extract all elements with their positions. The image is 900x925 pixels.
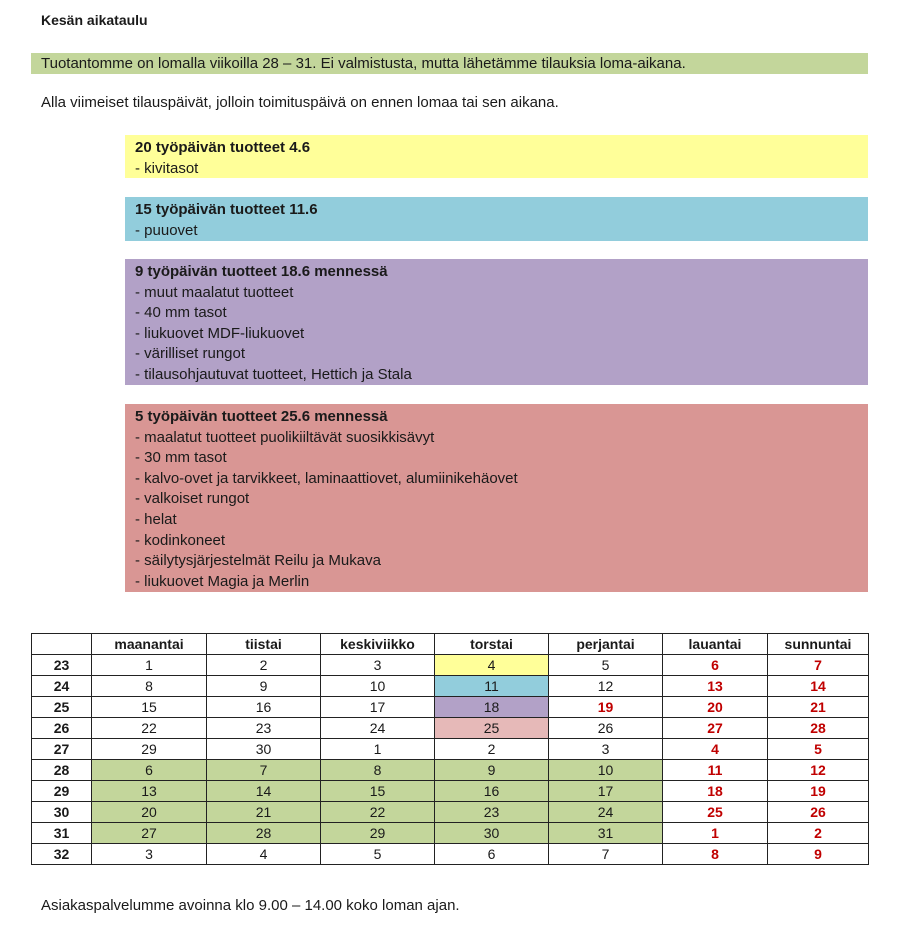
- day-cell-weekend: 9: [768, 844, 869, 865]
- table-row: [32, 718, 869, 739]
- day-cell-weekend: 2: [768, 823, 869, 844]
- day-cell: 8: [92, 676, 207, 697]
- box-heading: 5 työpäivän tuotteet 25.6 mennessä: [135, 408, 388, 425]
- week-number: 27: [32, 739, 92, 760]
- day-cell-holiday-week: 20: [92, 802, 207, 823]
- day-cell: 2: [207, 655, 321, 676]
- day-cell: 5: [549, 655, 663, 676]
- day-cell: 29: [92, 739, 207, 760]
- day-cell-weekend: 12: [768, 760, 869, 781]
- holiday-banner: Tuotantomme on lomalla viikoilla 28 – 31. Ei valmistusta, mutta lähetämme tilauksia loma-aikana.: [31, 53, 868, 74]
- day-header-saturday: lauantai: [663, 634, 768, 655]
- day-cell-weekend: 6: [663, 655, 768, 676]
- day-cell: 30: [207, 739, 321, 760]
- day-cell-holiday-week: 29: [321, 823, 435, 844]
- day-cell-holiday: 19: [549, 697, 663, 718]
- day-cell-holiday-week: 17: [549, 781, 663, 802]
- day-cell-weekend: 27: [663, 718, 768, 739]
- day-cell-holiday-week: 15: [321, 781, 435, 802]
- day-cell: 6: [435, 844, 549, 865]
- day-header-sunday: sunnuntai: [768, 634, 869, 655]
- day-cell-holiday-week: 23: [435, 802, 549, 823]
- day-header-monday: maanantai: [92, 634, 207, 655]
- day-cell-holiday-week: 21: [207, 802, 321, 823]
- day-cell: 2: [435, 739, 549, 760]
- day-cell-holiday-week: 27: [92, 823, 207, 844]
- week-number: 25: [32, 697, 92, 718]
- box-item: - kalvo-ovet ja tarvikkeet, laminaattiovet, alumiinikehäovet: [135, 469, 518, 487]
- table-row: [32, 844, 869, 865]
- week-column-header: [32, 634, 92, 655]
- day-cell-weekend: 18: [663, 781, 768, 802]
- table-row: [32, 655, 869, 676]
- day-cell-holiday-week: 9: [435, 760, 549, 781]
- day-cell-weekend: 25: [663, 802, 768, 823]
- deadline-box-20-days: [125, 135, 868, 178]
- day-cell-weekend: 11: [663, 760, 768, 781]
- deadline-box-15-days: [125, 197, 868, 241]
- box-item: - 30 mm tasot: [135, 449, 227, 467]
- week-number: 30: [32, 802, 92, 823]
- box-item: - liukuovet MDF-liukuovet: [135, 324, 305, 342]
- box-item: - värilliset rungot: [135, 345, 246, 363]
- day-cell-weekend: 7: [768, 655, 869, 676]
- box-item: - liukuovet Magia ja Merlin: [135, 572, 310, 590]
- day-header-tuesday: tiistai: [207, 634, 321, 655]
- table-row: [32, 676, 869, 697]
- day-cell-weekend: 8: [663, 844, 768, 865]
- day-cell-holiday-week: 22: [321, 802, 435, 823]
- box-heading: 9 työpäivän tuotteet 18.6 mennessä: [135, 263, 388, 280]
- day-cell: 15: [92, 697, 207, 718]
- page-title: Kesän aikataulu: [41, 12, 148, 28]
- day-cell: 3: [321, 655, 435, 676]
- day-cell-deadline-5: 25: [435, 718, 549, 739]
- day-cell-holiday-week: 28: [207, 823, 321, 844]
- day-cell: 4: [207, 844, 321, 865]
- day-cell: 3: [549, 739, 663, 760]
- day-cell-weekend: 13: [663, 676, 768, 697]
- summer-calendar-table: [31, 633, 869, 865]
- day-cell-holiday-week: 24: [549, 802, 663, 823]
- day-cell-weekend: 26: [768, 802, 869, 823]
- week-number: 26: [32, 718, 92, 739]
- week-number: 32: [32, 844, 92, 865]
- box-heading: 15 työpäivän tuotteet 11.6: [135, 201, 318, 218]
- day-cell-holiday-week: 31: [549, 823, 663, 844]
- day-cell: 5: [321, 844, 435, 865]
- day-cell-holiday-week: 14: [207, 781, 321, 802]
- day-cell-holiday-week: 6: [92, 760, 207, 781]
- day-cell: 26: [549, 718, 663, 739]
- day-cell-weekend: 20: [663, 697, 768, 718]
- week-number: 31: [32, 823, 92, 844]
- day-cell-holiday-week: 8: [321, 760, 435, 781]
- week-number: 24: [32, 676, 92, 697]
- day-cell-weekend: 5: [768, 739, 869, 760]
- box-item: - valkoiset rungot: [135, 490, 250, 508]
- day-cell: 10: [321, 676, 435, 697]
- day-cell: 7: [549, 844, 663, 865]
- customer-service-note: Asiakaspalvelumme avoinna klo 9.00 – 14.00 koko loman ajan.: [41, 897, 460, 914]
- box-item: - muut maalatut tuotteet: [135, 283, 294, 301]
- day-cell: 16: [207, 697, 321, 718]
- day-header-wednesday: keskiviikko: [321, 634, 435, 655]
- day-cell: 12: [549, 676, 663, 697]
- intro-text: Alla viimeiset tilauspäivät, jolloin toimituspäivä on ennen lomaa tai sen aikana.: [41, 94, 559, 111]
- day-cell-deadline-9: 18: [435, 697, 549, 718]
- day-cell-weekend: 28: [768, 718, 869, 739]
- day-cell: 3: [92, 844, 207, 865]
- table-row: [32, 760, 869, 781]
- week-number: 29: [32, 781, 92, 802]
- table-row: [32, 823, 869, 844]
- week-number: 23: [32, 655, 92, 676]
- box-item: - 40 mm tasot: [135, 304, 227, 322]
- day-cell: 1: [321, 739, 435, 760]
- day-cell-holiday-week: 13: [92, 781, 207, 802]
- day-cell-weekend: 14: [768, 676, 869, 697]
- deadline-box-9-days: [125, 259, 868, 385]
- table-row: [32, 739, 869, 760]
- box-item: - puuovet: [135, 221, 198, 239]
- day-cell-weekend: 4: [663, 739, 768, 760]
- day-cell: 24: [321, 718, 435, 739]
- day-cell: 1: [92, 655, 207, 676]
- box-item: - tilausohjautuvat tuotteet, Hettich ja Stala: [135, 365, 412, 383]
- box-heading: 20 työpäivän tuotteet 4.6: [135, 139, 311, 156]
- day-cell: 9: [207, 676, 321, 697]
- deadline-box-5-days: [125, 404, 868, 592]
- day-cell-weekend: 21: [768, 697, 869, 718]
- day-header-friday: perjantai: [549, 634, 663, 655]
- box-item: - maalatut tuotteet puolikiiltävät suosikkisävyt: [135, 428, 435, 446]
- box-item: - kivitasot: [135, 159, 199, 177]
- calendar-header-row: [32, 634, 869, 655]
- day-cell-holiday-week: 16: [435, 781, 549, 802]
- day-cell: 23: [207, 718, 321, 739]
- table-row: [32, 697, 869, 718]
- day-cell-weekend: 19: [768, 781, 869, 802]
- table-row: [32, 781, 869, 802]
- box-item: - kodinkoneet: [135, 531, 226, 549]
- box-item: - säilytysjärjestelmät Reilu ja Mukava: [135, 552, 381, 570]
- day-cell-deadline-15: 11: [435, 676, 549, 697]
- day-cell-weekend: 1: [663, 823, 768, 844]
- week-number: 28: [32, 760, 92, 781]
- day-header-thursday: torstai: [435, 634, 549, 655]
- day-cell-holiday-week: 30: [435, 823, 549, 844]
- day-cell-holiday-week: 7: [207, 760, 321, 781]
- day-cell: 17: [321, 697, 435, 718]
- day-cell: 22: [92, 718, 207, 739]
- day-cell-deadline-20: 4: [435, 655, 549, 676]
- box-item: - helat: [135, 510, 177, 528]
- day-cell-holiday-week: 10: [549, 760, 663, 781]
- table-row: [32, 802, 869, 823]
